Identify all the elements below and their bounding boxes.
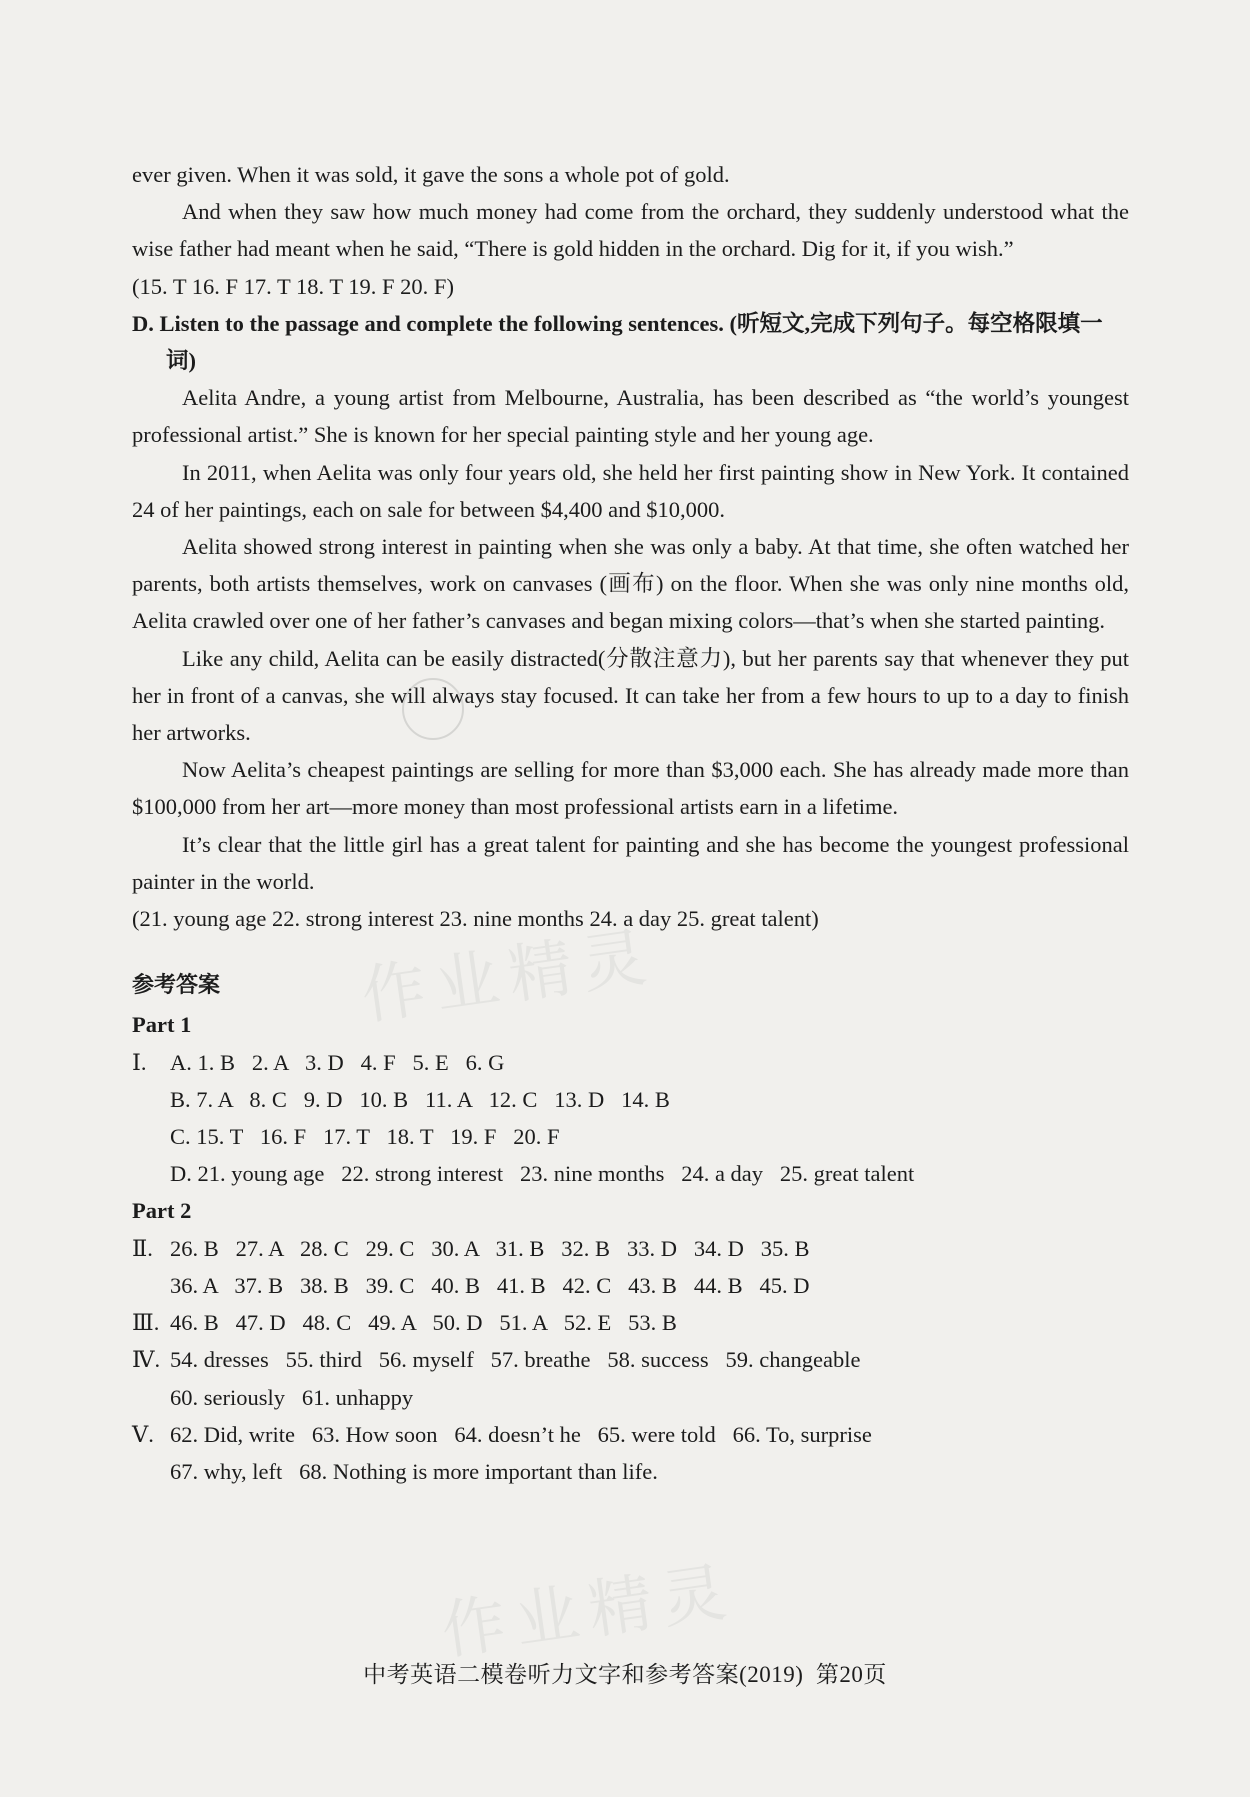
answer-text: B. 7. A 8. C 9. D 10. B 11. A 12. C 13. D 14. B (170, 1086, 670, 1112)
answer-text: A. 1. B 2. A 3. D 4. F 5. E 6. G (170, 1049, 505, 1075)
passage-c-answers: (15. T 16. F 17. T 18. T 19. F 20. F) (132, 273, 454, 299)
roman-numeral: Ⅰ. (132, 1049, 147, 1075)
watermark-text-1: 作业精灵 (357, 919, 661, 1035)
section-d-paragraph: In 2011, when Aelita was only four years old, she held her first painting show in New York. It contained 24 of her paintings, each on sale for between $4,400 and $10,000. (132, 459, 1129, 522)
section-d-paragraph: Like any child, Aelita can be easily distracted(分散注意力), but her parents say that whenever they put her in front of a canvas, she will always stay focused. It can take her from a few hours to up to a day to finish her artworks. (132, 645, 1129, 746)
roman-numeral: Ⅱ. (132, 1235, 153, 1261)
watermark-text-2: 作业精灵 (437, 1554, 741, 1670)
answer-text: D. 21. young age 22. strong interest 23. nine months 24. a day 25. great talent (170, 1161, 915, 1187)
answer-row (132, 1267, 1129, 1304)
answer-key-title: 参考答案 (132, 973, 221, 999)
answer-row (132, 1081, 1129, 1118)
section-d-answers: (21. young age 22. strong interest 23. nine months 24. a day 25. great talent) (132, 906, 819, 932)
answer-text: C. 15. T 16. F 17. T 18. T 19. F 20. F (170, 1124, 560, 1150)
answer-row (132, 1155, 1129, 1192)
answer-row (132, 1044, 1129, 1081)
roman-numeral: Ⅴ. (132, 1421, 154, 1447)
answer-text: 36. A 37. B 38. B 39. C 40. B 41. B 42. C 43. B 44. B 45. D (170, 1272, 810, 1298)
section-d-paragraph: Aelita showed strong interest in painting when she was only a baby. At that time, she often watched her parents, both artists themselves, work on canvases (画布) on the floor. When she was only nine months old, Aelita crawled over one of her father’s canvases and began mixing colors—that’s when she started painting. (132, 534, 1129, 634)
part-1-label: Part 1 (132, 1012, 192, 1038)
page-footer: 中考英语二模卷听力文字和参考答案(2019) 第20页 (363, 1662, 887, 1687)
answer-row (132, 1304, 1129, 1341)
passage-c-line-0: ever given. When it was sold, it gave the sons a whole pot of gold. (132, 162, 730, 187)
answer-row (132, 1118, 1129, 1155)
section-d-paragraph: It’s clear that the little girl has a great talent for painting and she has become the youngest professional painter in the world. (132, 831, 1129, 894)
section-d-heading: D. Listen to the passage and complete the following sentences. (听短文,完成下列句子。每空格限填一词) (132, 310, 1103, 374)
answer-row (132, 1453, 1129, 1490)
answer-row (132, 1341, 1129, 1378)
page-content (132, 156, 1129, 1490)
answer-text: 46. B 47. D 48. C 49. A 50. D 51. A 52. E 53. B (170, 1310, 677, 1336)
answer-text: 60. seriously 61. unhappy (170, 1384, 414, 1410)
answer-text: 67. why, left 68. Nothing is more important than life. (170, 1458, 658, 1484)
section-d-paragraph: Now Aelita’s cheapest paintings are selling for more than $3,000 each. She has already made more than $100,000 from her art—more money than most professional artists earn in a lifetime. (132, 757, 1129, 820)
section-d-paragraph: Aelita Andre, a young artist from Melbourne, Australia, has been described as “the world’s youngest professional artist.” She is known for her special painting style and her young age. (132, 385, 1129, 448)
answer-text: 54. dresses 55. third 56. myself 57. breathe 58. success 59. changeable (170, 1347, 861, 1373)
answer-row (132, 1416, 1129, 1453)
answer-text: 26. B 27. A 28. C 29. C 30. A 31. B 32. B 33. D 34. D 35. B (170, 1235, 810, 1261)
answer-row (132, 1230, 1129, 1267)
part-2-label: Part 2 (132, 1198, 192, 1224)
roman-numeral: Ⅳ. (132, 1347, 161, 1373)
roman-numeral: Ⅲ. (132, 1310, 160, 1336)
answer-text: 62. Did, write 63. How soon 64. doesn’t he 65. were told 66. To, surprise (170, 1421, 872, 1447)
answer-row (132, 1379, 1129, 1416)
passage-c-line-1: And when they saw how much money had come from the orchard, they suddenly understood what the wise father had meant when he said, “There is gold hidden in the orchard. Dig for it, if you wish.” (132, 199, 1129, 262)
